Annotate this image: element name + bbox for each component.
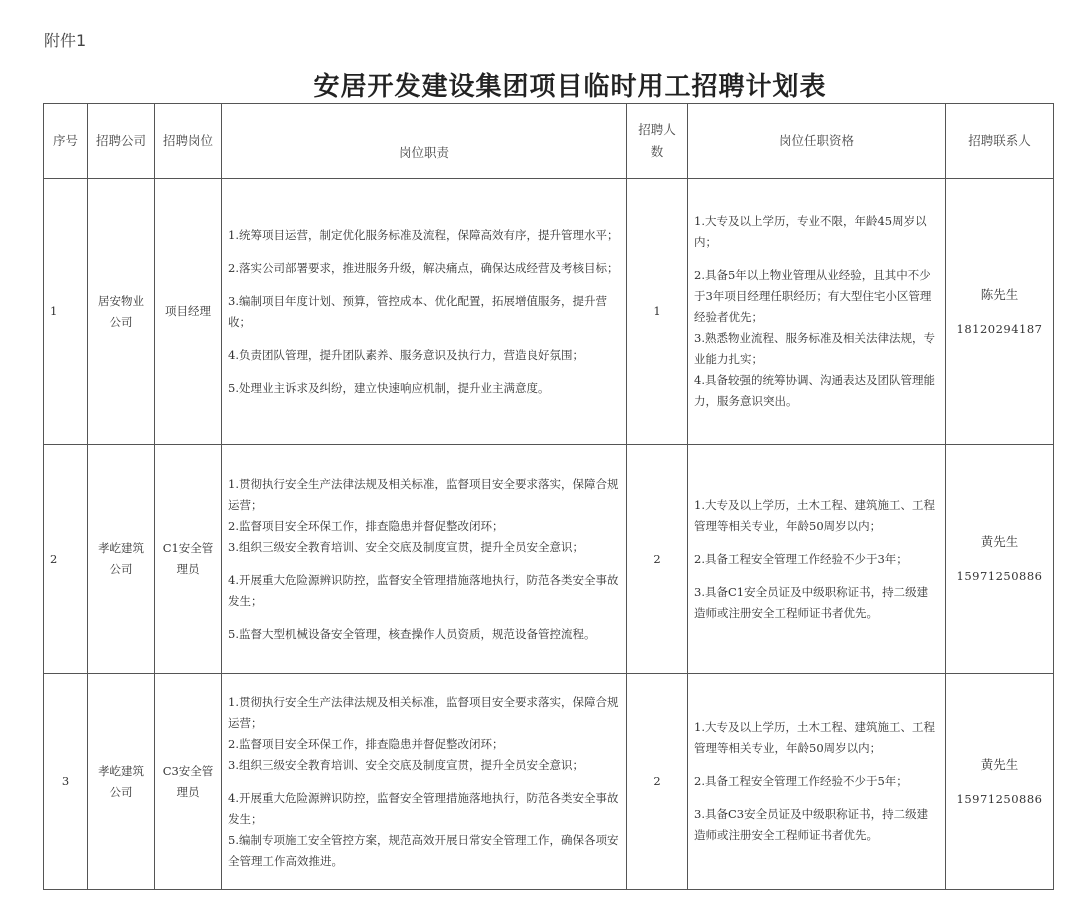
contact-phone: 15971250886 [956, 791, 1043, 806]
duty-item: 4.开展重大危险源辨识防控，监督安全管理措施落地执行，防范各类安全事故发生； [228, 790, 619, 826]
duty-item: 1.统筹项目运营，制定优化服务标准及流程，保障高效有序，提升管理水平； [228, 227, 619, 242]
contact-phone: 15971250886 [956, 569, 1043, 583]
contact-name: 黄先生 [980, 534, 1019, 549]
table-row [44, 445, 1054, 674]
qualification-item: 3.具备C3安全员证及中级职称证书，持二级建造师或注册安全工程师证书者优先。 [694, 807, 929, 842]
qualification-item: 1.大专及以上学历，专业不限，年龄45周岁以内； [694, 214, 927, 249]
contact-phone: 18120294187 [956, 321, 1043, 336]
qualification-item: 2.具备工程安全管理工作经验不少于5年； [694, 774, 908, 788]
page-title: 安居开发建设集团项目临时用工招聘计划表 [313, 72, 827, 102]
duty-item: 3.组织三级安全教育培训、安全交底及制度宣贯，提升全员安全意识； [228, 757, 584, 772]
duty-item: 3.编制项目年度计划、预算，管控成本、优化配置，拓展增值服务，提升营收； [228, 293, 607, 329]
cell-position: 项目经理 [155, 179, 222, 445]
header-count: 招聘人数 [627, 104, 688, 179]
table-header-row [44, 104, 1054, 179]
qualification-item: 3.具备C1安全员证及中级职称证书，持二级建造师或注册安全工程师证书者优先。 [694, 584, 929, 620]
cell-contact [946, 179, 1054, 445]
qualification-item: 1.大专及以上学历，土木工程、建筑施工、工程管理等相关专业，年龄50周岁以内； [694, 497, 935, 533]
cell-contact [946, 674, 1054, 890]
duty-item: 4.负责团队管理，提升团队素养、服务意识及执行力，营造良好氛围； [228, 347, 584, 362]
qualification-item: 3.熟悉物业流程、服务标准及相关法律法规，专业能力扎实； [694, 331, 935, 366]
cell-duties [222, 674, 627, 890]
cell-seq: 1 [44, 179, 88, 445]
duty-item: 4.开展重大危险源辨识防控，监督安全管理措施落地执行，防范各类安全事故发生； [228, 572, 619, 608]
cell-seq: 2 [44, 445, 88, 674]
cell-position: C1安全管理员 [155, 445, 222, 674]
qualification-item: 2.具备5年以上物业管理从业经验，且其中不少于3年项目经理任职经历；有大型住宅小区管理经验者优先； [694, 268, 932, 324]
cell-count: 2 [627, 445, 688, 674]
duty-item: 5.处理业主诉求及纠纷，建立快速响应机制，提升业主满意度。 [228, 380, 550, 395]
cell-contact [946, 445, 1054, 674]
cell-qualifications [688, 179, 946, 445]
cell-duties [222, 179, 627, 445]
table-row [44, 674, 1054, 890]
cell-seq: 3 [44, 674, 88, 890]
duty-item: 1.贯彻执行安全生产法律法规及相关标准，监督项目安全要求落实，保障合规运营； [228, 476, 619, 512]
header-qualifications: 岗位任职资格 [688, 104, 946, 179]
cell-count: 1 [627, 179, 688, 445]
cell-company: 孝屹建筑公司 [88, 674, 155, 890]
qualification-item: 2.具备工程安全管理工作经验不少于3年； [694, 551, 908, 566]
duty-item: 2.监督项目安全环保工作，排查隐患并督促整改闭环； [228, 518, 504, 533]
header-contact: 招聘联系人 [946, 104, 1054, 179]
recruitment-plan-table [43, 103, 1054, 890]
header-position: 招聘岗位 [155, 104, 222, 179]
contact-name: 陈先生 [980, 286, 1019, 302]
attachment-label: 附件1 [44, 31, 87, 50]
cell-company: 孝屹建筑公司 [88, 445, 155, 674]
header-duties: 岗位职责 [222, 104, 627, 179]
duty-item: 3.组织三级安全教育培训、安全交底及制度宣贯，提升全员安全意识； [228, 539, 584, 554]
duty-item: 2.落实公司部署要求，推进服务升级，解决痛点，确保达成经营及考核目标； [228, 260, 619, 275]
duty-item: 5.监督大型机械设备安全管理，核查操作人员资质，规范设备管控流程。 [228, 626, 596, 641]
cell-count: 2 [627, 674, 688, 890]
duty-item: 1.贯彻执行安全生产法律法规及相关标准，监督项目安全要求落实，保障合规运营； [228, 694, 619, 730]
header-company: 招聘公司 [88, 104, 155, 179]
cell-company: 居安物业公司 [88, 179, 155, 445]
qualification-item: 4.具备较强的统筹协调、沟通表达及团队管理能力，服务意识突出。 [694, 373, 935, 408]
table-row [44, 179, 1054, 445]
cell-position: C3安全管理员 [155, 674, 222, 890]
cell-qualifications [688, 445, 946, 674]
duty-item: 2.监督项目安全环保工作，排查隐患并督促整改闭环； [228, 736, 504, 751]
qualification-item: 1.大专及以上学历，土木工程、建筑施工、工程管理等相关专业，年龄50周岁以内； [694, 720, 935, 755]
cell-qualifications [688, 674, 946, 890]
cell-duties [222, 445, 627, 674]
duty-item: 5.编制专项施工安全管控方案，规范高效开展日常安全管理工作，确保各项安全管理工作高效推进。 [228, 832, 619, 868]
contact-name: 黄先生 [980, 756, 1019, 772]
header-seq: 序号 [44, 104, 88, 179]
